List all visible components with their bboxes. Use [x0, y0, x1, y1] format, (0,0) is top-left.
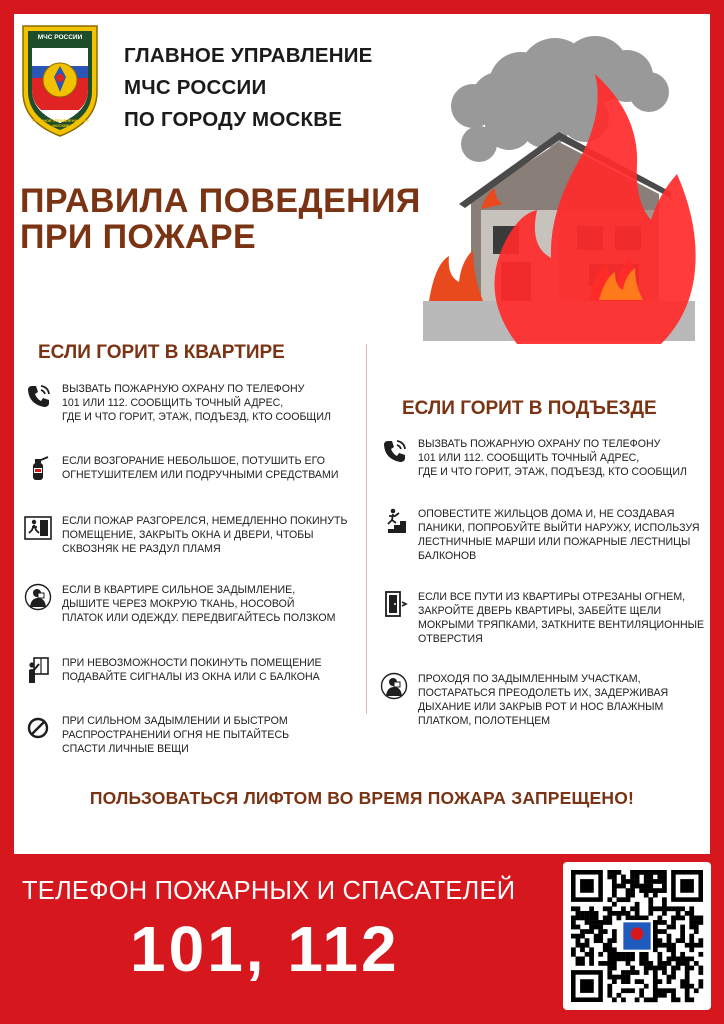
window-signal-icon	[24, 656, 52, 684]
list-item-text: ОПОВЕСТИТЕ ЖИЛЬЦОВ ДОМА И, НЕ СОЗДАВАЯ ПАНИКИ, ПОПРОБУЙТЕ ВЫЙТИ НАРУЖУ, ИСПОЛЬЗУЯ ЛЕСТНИЧНЫЕ МАРШИ ИЛИ ПОЖАРНЫЕ ЛЕСТНИЦЫ БАЛКОНОВ	[418, 508, 700, 562]
list-item	[24, 514, 364, 560]
qr-code[interactable]	[563, 862, 711, 1010]
list-item-text: ЕСЛИ ВСЕ ПУТИ ИЗ КВАРТИРЫ ОТРЕЗАНЫ ОГНЕМ, ЗАКРОЙТЕ ДВЕРЬ КВАРТИРЫ, ЗАБЕЙТЕ ЩЕЛИ МОКРЫМИ ТРЯПКАМИ, ЗАТКНИТЕ ВЕНТИЛЯЦИОННЫЕ ОТВЕРСТИЯ	[418, 591, 705, 645]
stairs-icon	[380, 507, 408, 535]
list-item-text: ПРИ СИЛЬНОМ ЗАДЫМЛЕНИИ И БЫСТРОМ РАСПРОСТРАНЕНИИ ОГНЯ НЕ ПЫТАЙТЕСЬ СПАСТИ ЛИЧНЫЕ ВЕЩИ	[62, 715, 290, 755]
extinguisher-icon	[24, 454, 52, 482]
right-column-heading: ЕСЛИ ГОРИТ В ПОДЪЕЗДЕ	[402, 398, 657, 419]
list-item	[24, 656, 364, 688]
list-item	[380, 590, 712, 650]
list-item	[380, 672, 712, 732]
list-item	[24, 714, 364, 760]
org-line-1: ГЛАВНОЕ УПРАВЛЕНИЕ	[124, 44, 373, 67]
list-item	[380, 437, 712, 483]
list-item-text: ЕСЛИ ВОЗГОРАНИЕ НЕБОЛЬШОЕ, ПОТУШИТЬ ЕГО ОГНЕТУШИТЕЛЕМ ИЛИ ПОДРУЧНЫМИ СРЕДСТВАМИ	[62, 455, 339, 481]
wet-cloth-icon	[380, 672, 408, 700]
org-line-2: МЧС РОССИИ	[124, 76, 267, 99]
title-line-1: ПРАВИЛА ПОВЕДЕНИЯ	[20, 182, 421, 220]
door-icon	[380, 590, 408, 618]
phone-label: ТЕЛЕФОН ПОЖАРНЫХ И СПАСАТЕЛЕЙ	[22, 877, 516, 905]
list-item	[380, 507, 712, 567]
emblem-ring-text: ГЛАВНОЕ УПРАВЛЕНИЕ по г. МОСКВЕ	[32, 118, 90, 128]
list-item	[24, 454, 364, 488]
org-line-3: ПО ГОРОДУ МОСКВЕ	[124, 108, 343, 131]
prohibited-icon	[24, 714, 52, 742]
list-item-text: ВЫЗВАТЬ ПОЖАРНУЮ ОХРАНУ ПО ТЕЛЕФОНУ 101 ИЛИ 112. СООБЩИТЬ ТОЧНЫЙ АДРЕС, ГДЕ И ЧТО ГОРИТ, ЭТАЖ, ПОДЪЕЗД, КТО СООБЩИЛ	[418, 438, 687, 478]
list-item-text: ПРОХОДЯ ПО ЗАДЫМЛЕННЫМ УЧАСТКАМ, ПОСТАРАТЬСЯ ПРЕОДОЛЕТЬ ИХ, ЗАДЕРЖИВАЯ ДЫХАНИЕ ИЛИ ЗАКРЫВ РОТ И НОС ВЛАЖНЫМ ПЛАТКОМ, ПОЛОТЕНЦЕМ	[418, 673, 669, 727]
phone-icon	[24, 382, 52, 410]
column-divider	[366, 344, 367, 714]
list-item-text: ЕСЛИ В КВАРТИРЕ СИЛЬНОЕ ЗАДЫМЛЕНИЕ, ДЫШИТЕ ЧЕРЕЗ МОКРУЮ ТКАНЬ, НОСОВОЙ ПЛАТОК ИЛИ ОДЕЖДУ. ПЕРЕДВИГАЙТЕСЬ ПОЛЗКОМ	[62, 584, 336, 624]
wet-cloth-icon	[24, 583, 52, 611]
phone-numbers: 101, 112	[130, 913, 400, 985]
exit-sign-icon	[24, 514, 52, 542]
poster-title	[20, 183, 460, 255]
qr-code-image	[563, 862, 711, 1010]
list-item-text: ВЫЗВАТЬ ПОЖАРНУЮ ОХРАНУ ПО ТЕЛЕФОНУ 101 ИЛИ 112. СООБЩИТЬ ТОЧНЫЙ АДРЕС, ГДЕ И ЧТО ГОРИТ, ЭТАЖ, ПОДЪЕЗД, КТО СООБЩИЛ	[62, 383, 331, 423]
list-item	[24, 583, 364, 629]
list-item	[24, 382, 364, 428]
list-item-text: ПРИ НЕВОЗМОЖНОСТИ ПОКИНУТЬ ПОМЕЩЕНИЕ ПОДАВАЙТЕ СИГНАЛЫ ИЗ ОКНА ИЛИ С БАЛКОНА	[62, 657, 322, 683]
left-column-heading: ЕСЛИ ГОРИТ В КВАРТИРЕ	[38, 342, 285, 363]
title-line-2: ПРИ ПОЖАРЕ	[20, 218, 257, 256]
burning-house-illustration	[409, 14, 710, 344]
list-item-text: ЕСЛИ ПОЖАР РАЗГОРЕЛСЯ, НЕМЕДЛЕННО ПОКИНУТЬ ПОМЕЩЕНИЕ, ЗАКРЫТЬ ОКНА И ДВЕРИ, ЧТОБЫ СКВОЗНЯК НЕ РАЗДУЛ ПЛАМЯ	[62, 515, 348, 555]
organization-name	[124, 40, 424, 136]
elevator-warning: ПОЛЬЗОВАТЬСЯ ЛИФТОМ ВО ВРЕМЯ ПОЖАРА ЗАПРЕЩЕНО!	[89, 788, 635, 808]
emblem-top-text: МЧС РОССИИ	[37, 34, 83, 41]
phone-icon	[380, 437, 408, 465]
